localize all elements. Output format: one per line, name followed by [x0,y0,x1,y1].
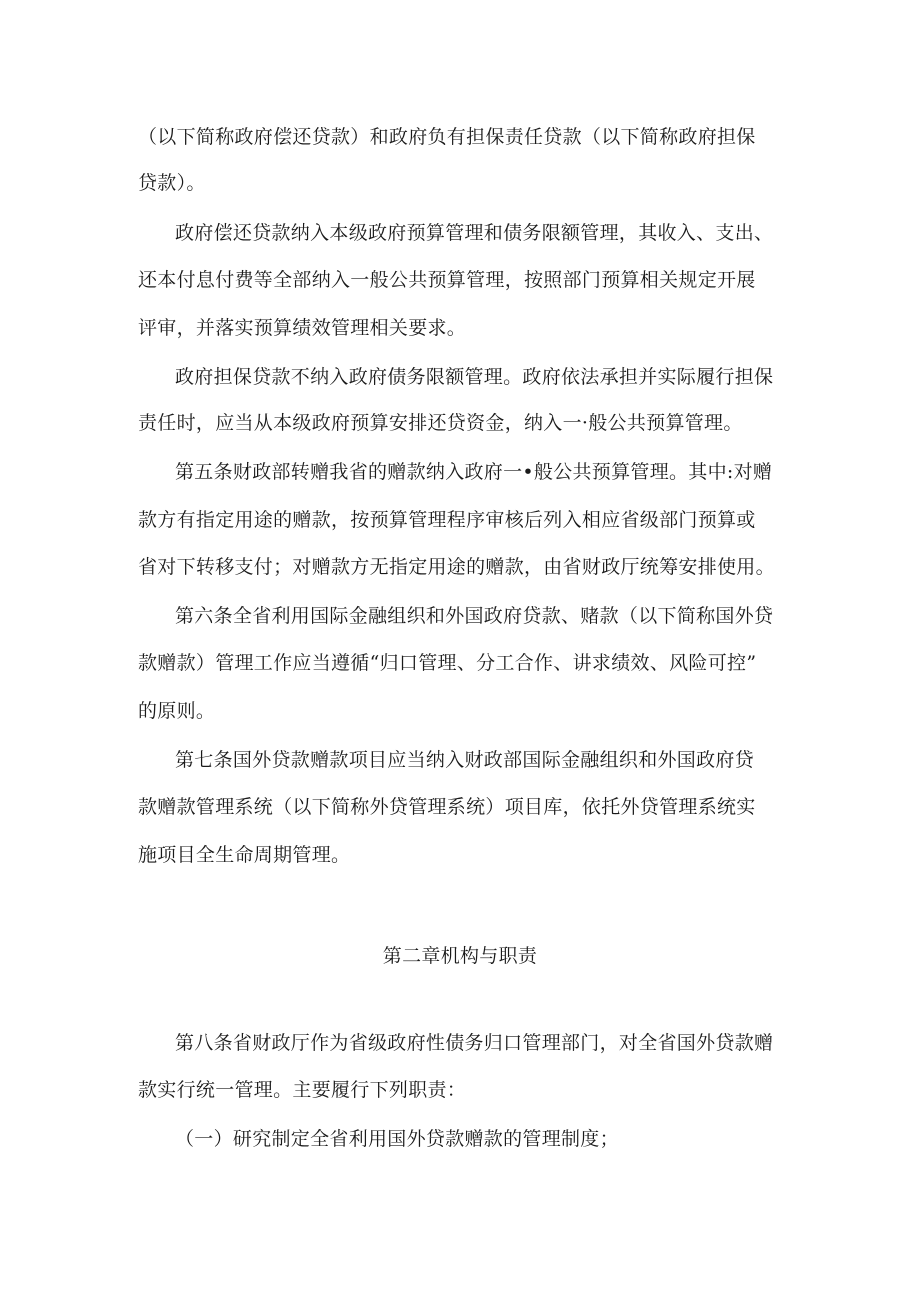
text-line: 还本付息付费等全部纳入一般公共预算管理，按照部门预算相关规定开展 [138,269,756,291]
text-line: 款实行统一管理。主要履行下列职责： [138,1079,467,1101]
text-line: 省对下转移支付；对赠款方无指定用途的赠款，由省财政厅统筹安排使用。 [138,556,775,578]
text-line: 贷款）。 [138,172,206,194]
text-line: 款赠款管理系统（以下简称外贷管理系统）项目库，依托外贷管理系统实 [138,796,756,818]
text-line: 的原则。 [138,700,216,722]
text-line: （以下简称政府偿还贷款）和政府负有担保责任贷款（以下简称政府担保 [138,126,756,148]
text-line: 第五条财政部转赠我省的赠款纳入政府一•般公共预算管理。其中:对赠 [175,461,773,483]
text-line: （一）研究制定全省利用国外贷款赠款的管理制度； [175,1128,619,1150]
text-line: 政府偿还贷款纳入本级政府预算管理和债务限额管理，其收入、支出、 [175,222,774,244]
text-line: 施项目全生命周期管理。 [138,844,351,866]
text-line: 款方有指定用途的赠款，按预算管理程序审核后列入相应省级部门预算或 [138,509,756,531]
text-line: 款赠款）管理工作应当遵循“归口管理、分工合作、讲求绩效、风险可控” [138,652,757,674]
text-line: 第七条国外贷款赠款项目应当纳入财政部国际金融组织和外国政府贷 [175,749,755,771]
text-line: 责任时，应当从本级政府预算安排还贷资金，纳入一·般公共预算管理。 [138,412,743,434]
text-line: 第六条全省利用国际金融组织和外国政府贷款、赌款（以下简称国外贷 [175,605,774,627]
text-line: 政府担保贷款不纳入政府债务限额管理。政府依法承担并实际履行担保 [175,366,774,388]
text-line: 评审，并落实预算绩效管理相关要求。 [138,317,467,339]
text-line: 第八条省财政厅作为省级政府性债务归口管理部门，对全省国外贷款赠 [175,1032,774,1054]
chapter-heading: 第二章机构与职责 [382,945,538,967]
